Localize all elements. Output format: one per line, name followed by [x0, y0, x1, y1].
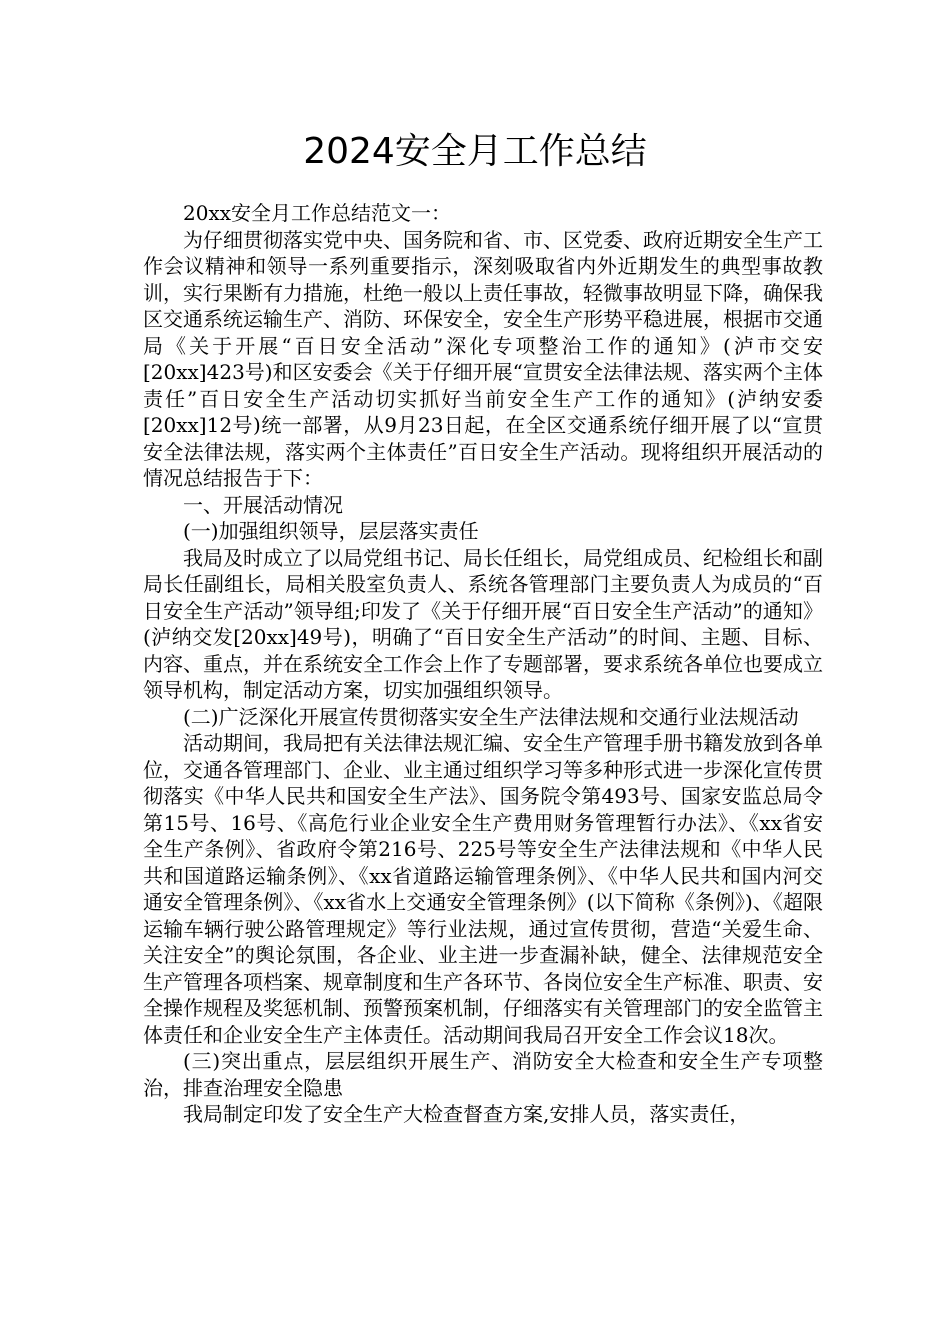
subsection-heading-2: (二)广泛深化开展宣传贯彻落实安全生产法律法规和交通行业法规活动: [183, 704, 799, 729]
section-heading-1: 一、开展活动情况: [183, 492, 343, 517]
subsection-heading-3: (三)突出重点，层层组织开展生产、消防安全大检查和安全生产专项整治，排查治理安全隐患: [143, 1049, 823, 1100]
paragraph-publicity: 活动期间，我局把有关法律法规汇编、安全生产管理手册书籍发放到各单位，交通各管理部门、企业、业主通过组织学习等多种形式进一步深化宣传贯彻落实《中华人民共和国安全生产法》、国务院令第493号、国家安监总局令第15号、16号、《高危行业企业安全生产费用财务管理暂行办法》、《xx省安全生产条例》、省政府令第216号、225号等安全生产法律法规和《中华人民共和国道路运输条例》、《xx省道路运输管理条例》、《中华人民共和国内河交通安全管理条例》、《xx省水上交通安全管理条例》(以下简称《条例》)、《超限运输车辆行驶公路管理规定》等行业法规，通过宣传贯彻，营造“关爱生命、关注安全”的舆论氛围，各企业、业主进一步查漏补缺，健全、法律规范安全生产管理各项档案、规章制度和生产各环节、各岗位安全生产标准、职责、安全操作规程及奖惩机制、预警预案机制，仔细落实有关管理部门的安全监管主体责任和企业安全生产主体责任。活动期间我局召开安全工作会议18次。: [143, 731, 823, 1047]
document-body: [143, 200, 823, 1128]
paragraph-inspection: 我局制定印发了安全生产大检查督查方案,安排人员，落实责任，: [183, 1102, 750, 1126]
document-title: 2024安全月工作总结: [303, 131, 647, 172]
paragraph-organization: 我局及时成立了以局党组书记、局长任组长，局党组成员、纪检组长和副局长任副组长，局相关股室负责人、系统各管理部门主要负责人为成员的“百日安全生产活动”领导组;印发了《关于仔细开展“百日安全生产活动”的通知》(泸纳交发[20xx]49号)，明确了“百日安全生产活动”的时间、主题、目标、内容、重点，并在系统安全工作会上作了专题部署，要求系统各单位也要成立领导机构，制定活动方案，切实加强组织领导。: [143, 545, 823, 702]
paragraph-intro: 20xx安全月工作总结范文一：: [183, 201, 452, 225]
subsection-heading-1: (一)加强组织领导，层层落实责任: [183, 519, 479, 543]
paragraph-background: 为仔细贯彻落实党中央、国务院和省、市、区党委、政府近期安全生产工作会议精神和领导一系列重要指示，深刻吸取省内外近期发生的典型事故教训，实行果断有力措施，杜绝一般以上责任事故，轻微事故明显下降，确保我区交通系统运输生产、消防、环保安全，安全生产形势平稳进展，根据市交通局《关于开展“百日安全活动”深化专项整治工作的通知》(泸市交安[20xx]423号)和区安委会《关于仔细开展“宣贯安全法律法规、落实两个主体责任”百日安全生产活动切实抓好当前安全生产工作的通知》(泸纳安委[20xx]12号)统一部署，从9月23日起，在全区交通系统仔细开展了以“宣贯安全法律法规，落实两个主体责任”百日安全生产活动。现将组织开展活动的情况总结报告于下：: [143, 227, 823, 490]
